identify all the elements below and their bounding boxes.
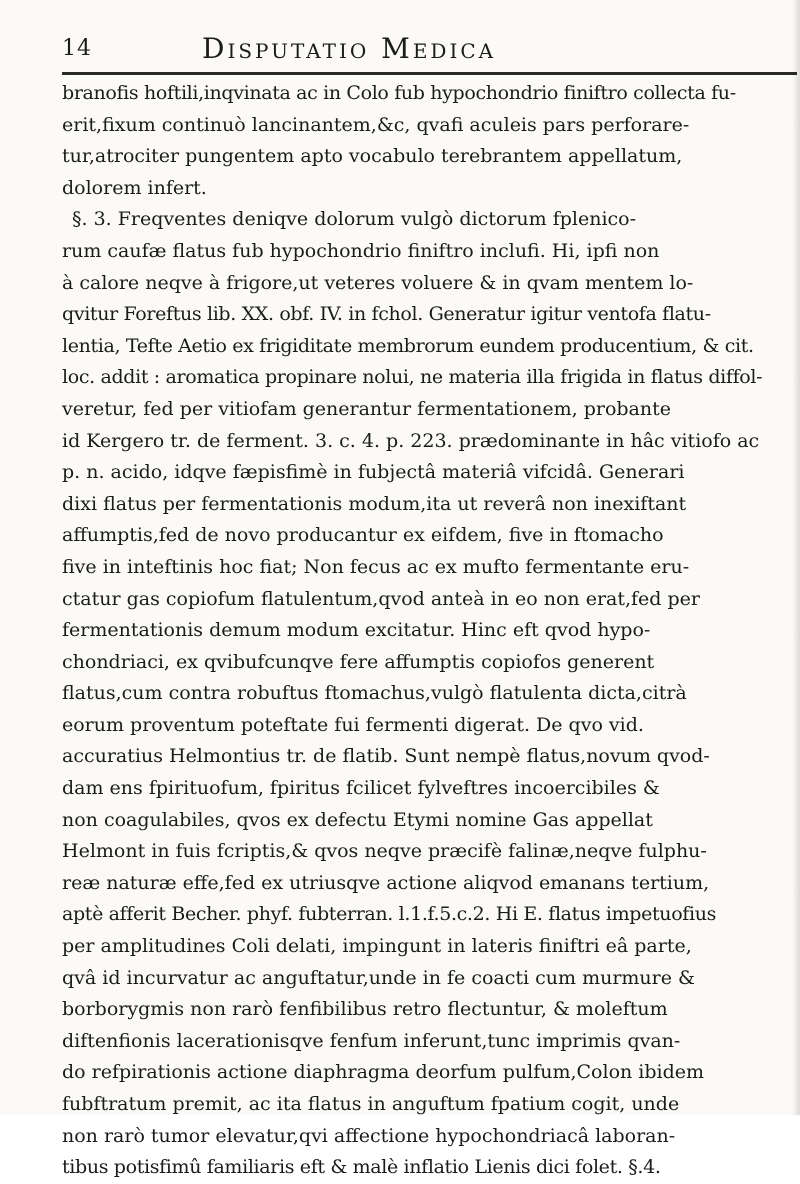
text-line: branofis hoftili,inqvinata ac in Colo fub hypochondrio finiftro collecta fu-: [62, 82, 736, 104]
text-line: do refpirationis actione diaphragma deorfum pulfum,Colon ibidem: [62, 1061, 705, 1084]
text-line: fubftratum premit, ac ita flatus in anguftum fpatium cogit, unde: [62, 1093, 680, 1115]
page-edge-shadow: [792, 0, 800, 1115]
text-line: Helmont in fuis fcriptis,& qvos neqve præcifè falinæ,neqve fulphu-: [62, 840, 707, 863]
text-line: diftenfionis lacerationisqve fenfum inferunt,tunc imprimis qvan-: [62, 1029, 681, 1052]
text-line: veretur, fed per vitiofam generantur fermentationem, probante: [62, 397, 672, 420]
text-line: loc. addit : aromatica propinare nolui, ne materia illa frigida in flatus diffol-: [62, 366, 763, 389]
text-line: dam ens fpirituofum, fpiritus fcilicet fylveftres incoercibiles &: [62, 777, 660, 800]
text-line: dolorem infert.: [62, 176, 207, 199]
text-line: chondriaci, ex qvibufcunqve fere affumptis copiofos generent: [62, 650, 655, 673]
text-line: five in inteftinis hoc fiat; Non fecus ac ex mufto fermentante eru-: [62, 555, 690, 578]
body-text: [62, 78, 794, 1184]
text-line: tibus potisfimû familiaris eft & malè inflatio Lienis dici folet. §.4.: [62, 1156, 661, 1179]
text-line: dixi flatus per fermentationis modum,ita ut reverâ non inexiftant: [62, 492, 687, 515]
text-line: à calore neqve à frigore,ut veteres voluere & in qvam mentem lo-: [62, 271, 694, 294]
text-line: reæ naturæ effe,fed ex utriusqve actione aliqvod emanans tertium,: [62, 871, 710, 894]
text-line: non rarò tumor elevatur,qvi affectione hypochondriacâ laboran-: [62, 1124, 676, 1147]
text-line: erit,fixum continuò lancinantem,&c, qvafi aculeis pars perforare-: [62, 113, 690, 136]
text-line: borborygmis non rarò fenfibilibus retro flectuntur, & moleftum: [62, 998, 668, 1021]
text-line: accuratius Helmontius tr. de flatib. Sunt nempè flatus,novum qvod-: [62, 745, 710, 768]
text-line: rum caufæ flatus fub hypochondrio finiftro inclufi. Hi, ipfi non: [62, 239, 660, 262]
section-heading-line: §. 3. Freqventes deniqve dolorum vulgò dictorum fplenico-: [72, 208, 637, 231]
running-title: Disputatio Medica: [202, 32, 497, 65]
page-number: 14: [62, 36, 92, 61]
text-line: id Kergero tr. de ferment. 3. c. 4. p. 223. prædominante in hâc vitiofo ac: [62, 429, 760, 452]
text-line: affumptis,fed de novo producantur ex eifdem, five in ftomacho: [62, 524, 664, 547]
text-line: eorum proventum poteftate fui fermenti digerat. De qvo vid.: [62, 713, 644, 736]
text-line: ctatur gas copiofum flatulentum,qvod anteà in eo non erat,fed per: [62, 587, 700, 610]
text-line: qvâ id incurvatur ac anguftatur,unde in fe coacti cum murmure &: [62, 966, 695, 989]
text-line: qvitur Foreftus lib. XX. obf. IV. in fchol. Generatur igitur ventofa flatu-: [62, 303, 711, 326]
text-line: per amplitudines Coli delati, impingunt in lateris finiftri eâ parte,: [62, 935, 692, 958]
text-line: aptè afferit Becher. phyf. fubterran. l.1.f.5.c.2. Hi E. flatus impetuofius: [62, 903, 716, 926]
text-line: fermentationis demum modum excitatur. Hinc eft qvod hypo-: [62, 619, 651, 642]
text-line: p. n. acido, idqve fæpisfimè in fubjectâ materiâ vifcidâ. Generari: [62, 461, 685, 484]
text-line: non coagulabiles, qvos ex defectu Etymi nomine Gas appellat: [62, 808, 653, 831]
text-line: lentia, Tefte Aetio ex frigiditate membrorum eundem producentium, & cit.: [62, 334, 754, 357]
page-header: [62, 30, 792, 70]
header-rule: [62, 72, 797, 75]
text-line: tur,atrociter pungentem apto vocabulo terebrantem appellatum,: [62, 145, 683, 168]
text-line: flatus,cum contra robuftus ftomachus,vulgò flatulenta dicta,citrà: [62, 682, 687, 705]
